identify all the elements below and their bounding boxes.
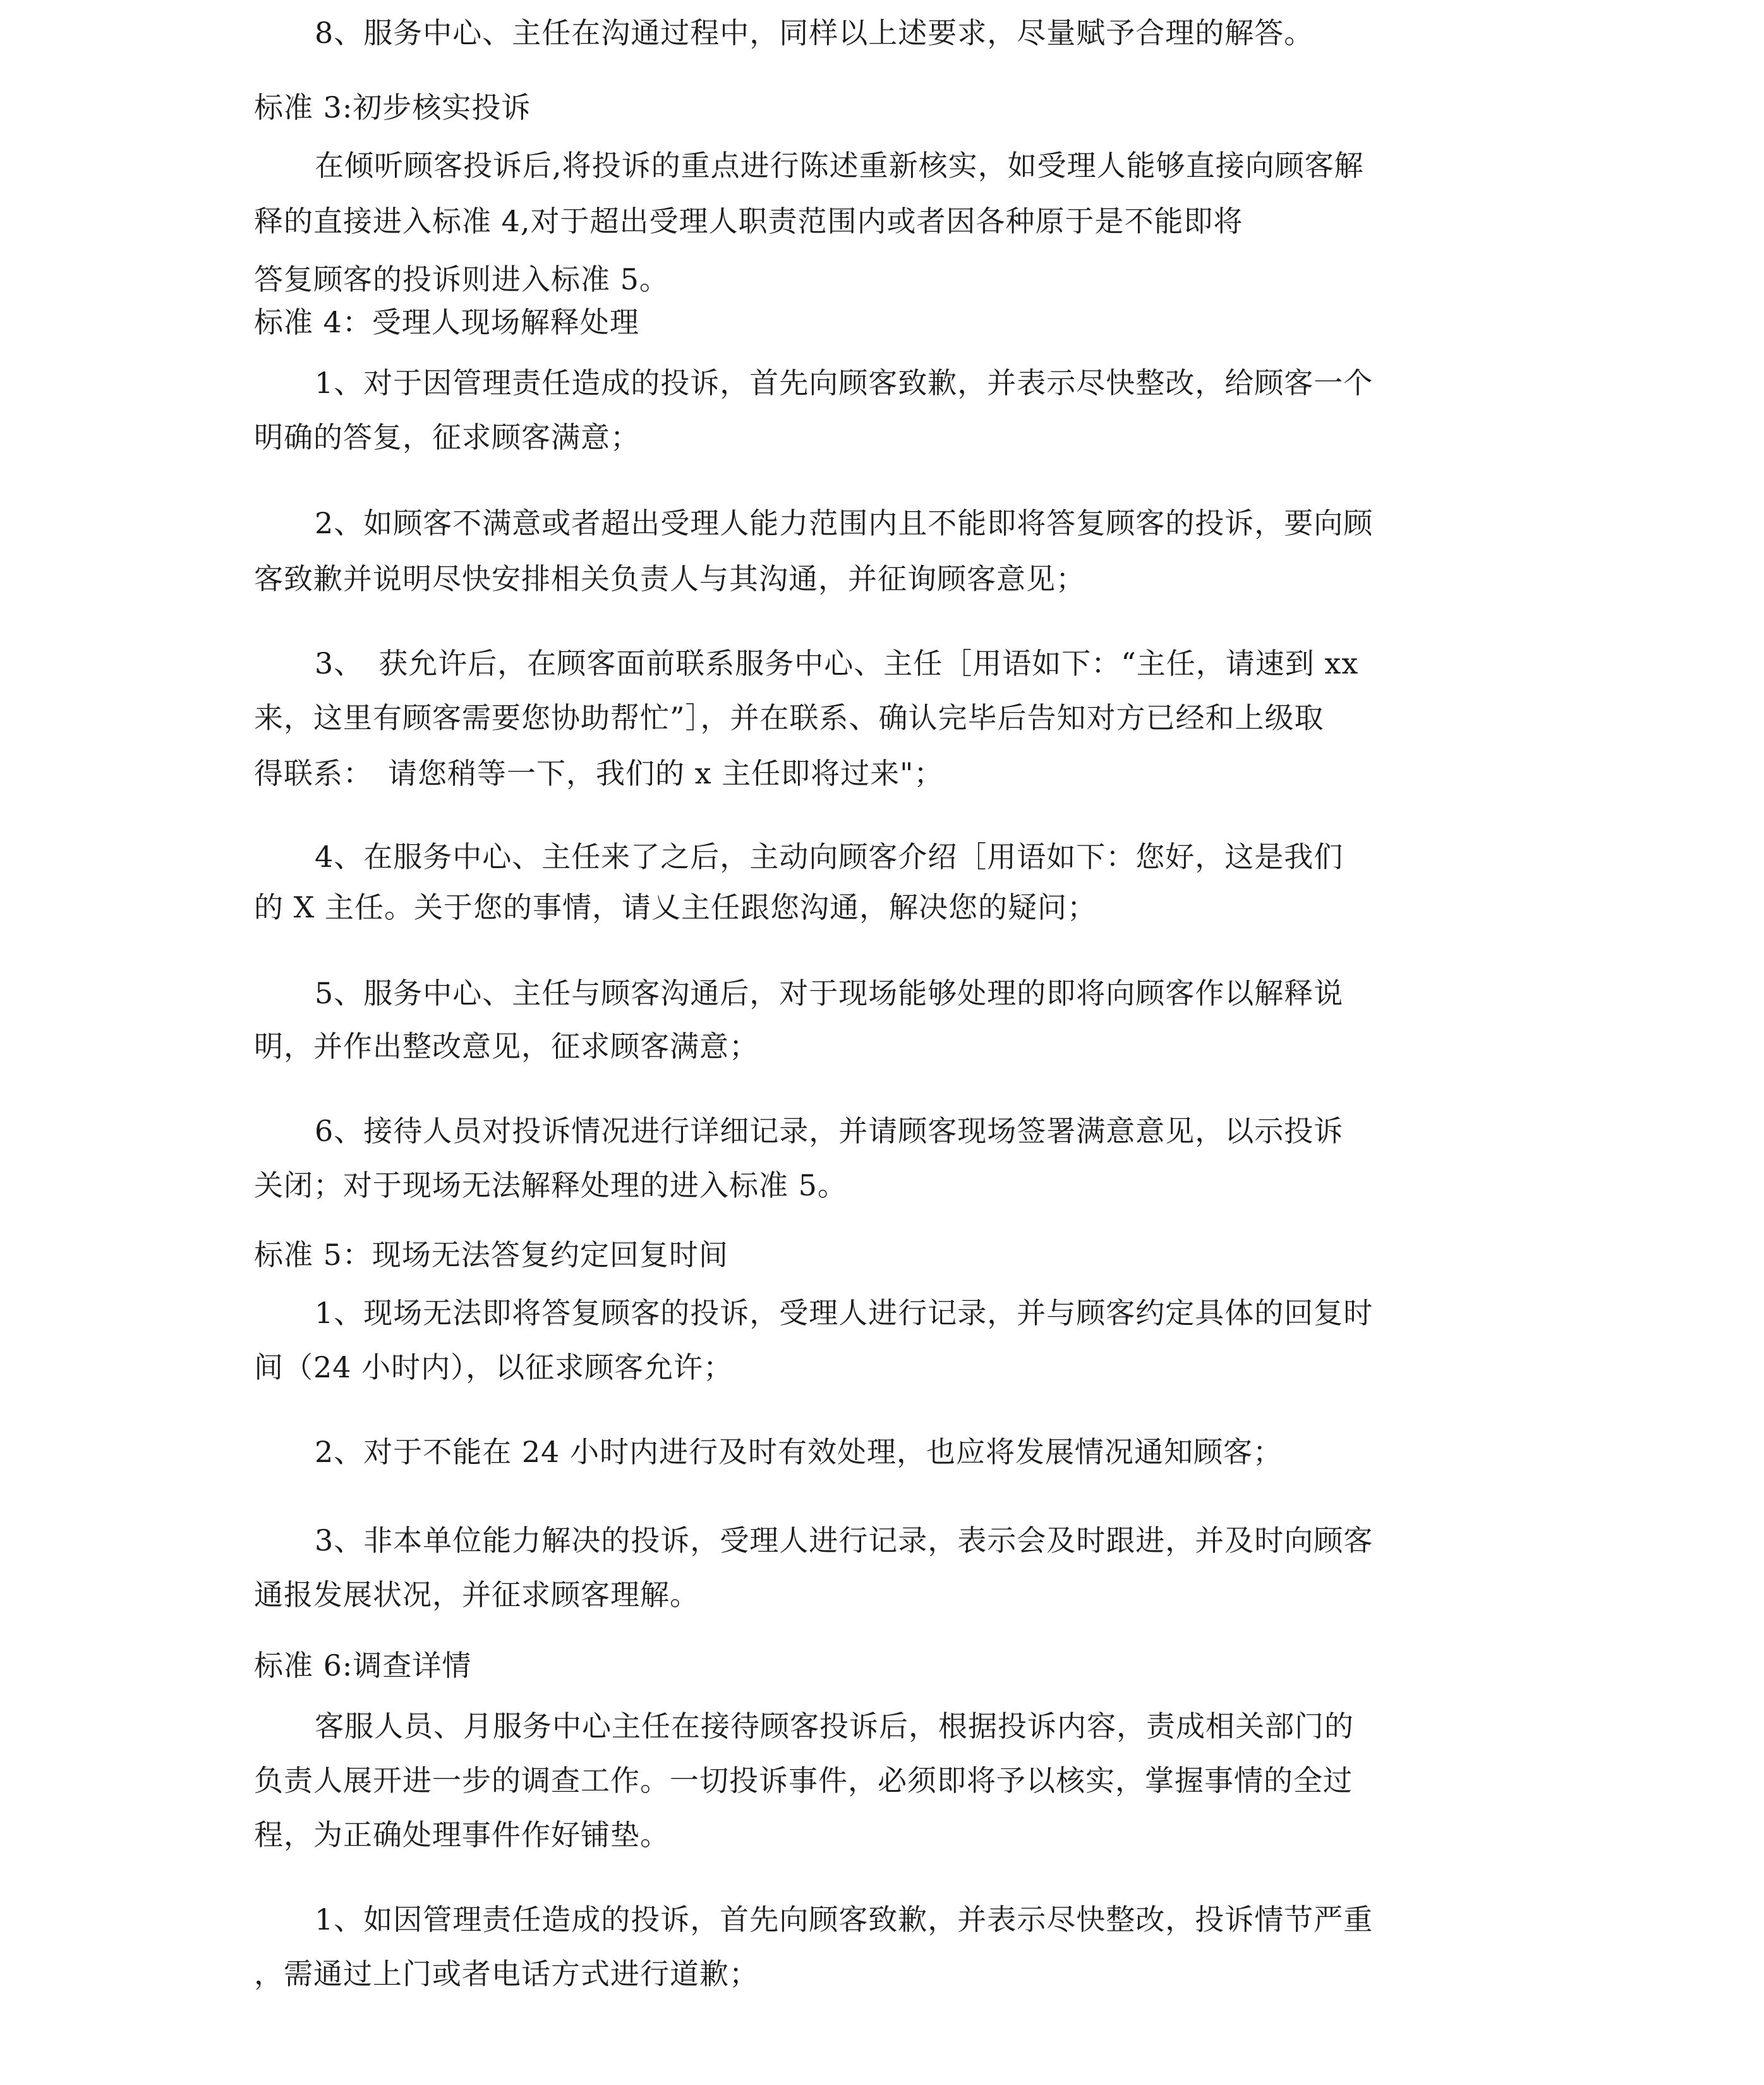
standard-3-line-1: 在倾听顾客投诉后,将投诉的重点进行陈述重新核实，如受理人能够直接向顾客解 xyxy=(315,148,1364,183)
s5-item-3-line-2: 通报发展状况，并征求顾客理解。 xyxy=(254,1578,699,1612)
s4-item-3-line-2: 来，这里有顾客需要您协助帮忙”］，并在联系、确认完毕后告知对方已经和上级取 xyxy=(254,701,1324,735)
s4-item-4-line-1: 4、在服务中心、主任来了之后，主动向顾客介绍［用语如下：您好，这是我们 xyxy=(315,840,1344,874)
s5-item-2-line-1: 2、对于不能在 24 小时内进行及时有效处理，也应将发展情况通知顾客； xyxy=(315,1435,1283,1469)
s6-item-1-line-2: ，需通过上门或者电话方式进行道歉； xyxy=(254,1957,759,1991)
s4-item-2-line-2: 客致歉并说明尽快安排相关负责人与其沟通，并征询顾客意见； xyxy=(254,562,1085,596)
heading-standard-5: 标准 5：现场无法答复约定回复时间 xyxy=(254,1238,728,1272)
s4-item-5-line-2: 明，并作出整改意见，征求顾客满意； xyxy=(254,1029,759,1063)
standard-3-line-3: 答复顾客的投诉则进入标准 5。 xyxy=(254,262,669,296)
s4-item-2-line-1: 2、如顾客不满意或者超出受理人能力范围内且不能即将答复顾客的投诉，要向顾 xyxy=(315,506,1374,540)
s5-item-1-line-2: 间（24 小时内），以征求顾客允许； xyxy=(254,1350,734,1384)
s4-item-1-line-2: 明确的答复，征求顾客满意； xyxy=(254,420,640,454)
s5-item-1-line-1: 1、现场无法即将答复顾客的投诉，受理人进行记录，并与顾客约定具体的回复时 xyxy=(315,1296,1374,1330)
s4-item-4-line-2: 的 X 主任。关于您的事情，请乂主任跟您沟通，解决您的疑问； xyxy=(254,890,1097,924)
s6-para-line-2: 负责人展开进一步的调查工作。一切投诉事件，必须即将予以核实，掌握事情的全过 xyxy=(254,1763,1353,1798)
standard-3-line-2: 释的直接进入标准 4,对于超出受理人职责范围内或者因各种原于是不能即将 xyxy=(254,204,1243,238)
item-8-line-1: 8、服务中心、主任在沟通过程中，同样以上述要求，尽量赋予合理的解答。 xyxy=(315,16,1314,50)
s4-item-1-line-1: 1、对于因管理责任造成的投诉，首先向顾客致歉，并表示尽快整改，给顾客一个 xyxy=(315,366,1374,400)
heading-standard-3: 标准 3:初步核实投诉 xyxy=(254,90,531,124)
s5-item-3-line-1: 3、非本单位能力解决的投诉，受理人进行记录，表示会及时跟进，并及时向顾客 xyxy=(315,1523,1374,1557)
heading-standard-4: 标准 4：受理人现场解释处理 xyxy=(254,305,639,339)
s4-item-3-line-1: 3、 获允许后，在顾客面前联系服务中心、主任［用语如下：“主任，请速到 xx xyxy=(315,646,1359,680)
s6-para-line-3: 程，为正确处理事件作好铺垫。 xyxy=(254,1818,670,1852)
s4-item-6-line-2: 关闭；对于现场无法解释处理的进入标准 5。 xyxy=(254,1168,847,1202)
s4-item-6-line-1: 6、接待人员对投诉情况进行详细记录，并请顾客现场签署满意意见，以示投诉 xyxy=(315,1114,1344,1148)
s6-item-1-line-1: 1、如因管理责任造成的投诉，首先向顾客致歉，并表示尽快整改，投诉情节严重 xyxy=(315,1902,1374,1937)
heading-standard-6: 标准 6:调查详情 xyxy=(254,1648,472,1683)
s4-item-3-line-3: 得联系： 请您稍等一下，我们的 x 主任即将过来"； xyxy=(254,756,944,790)
s6-para-line-1: 客服人员、月服务中心主任在接待顾客投诉后，根据投诉内容，责成相关部门的 xyxy=(315,1709,1354,1743)
s4-item-5-line-1: 5、服务中心、主任与顾客沟通后，对于现场能够处理的即将向顾客作以解释说 xyxy=(315,976,1344,1010)
